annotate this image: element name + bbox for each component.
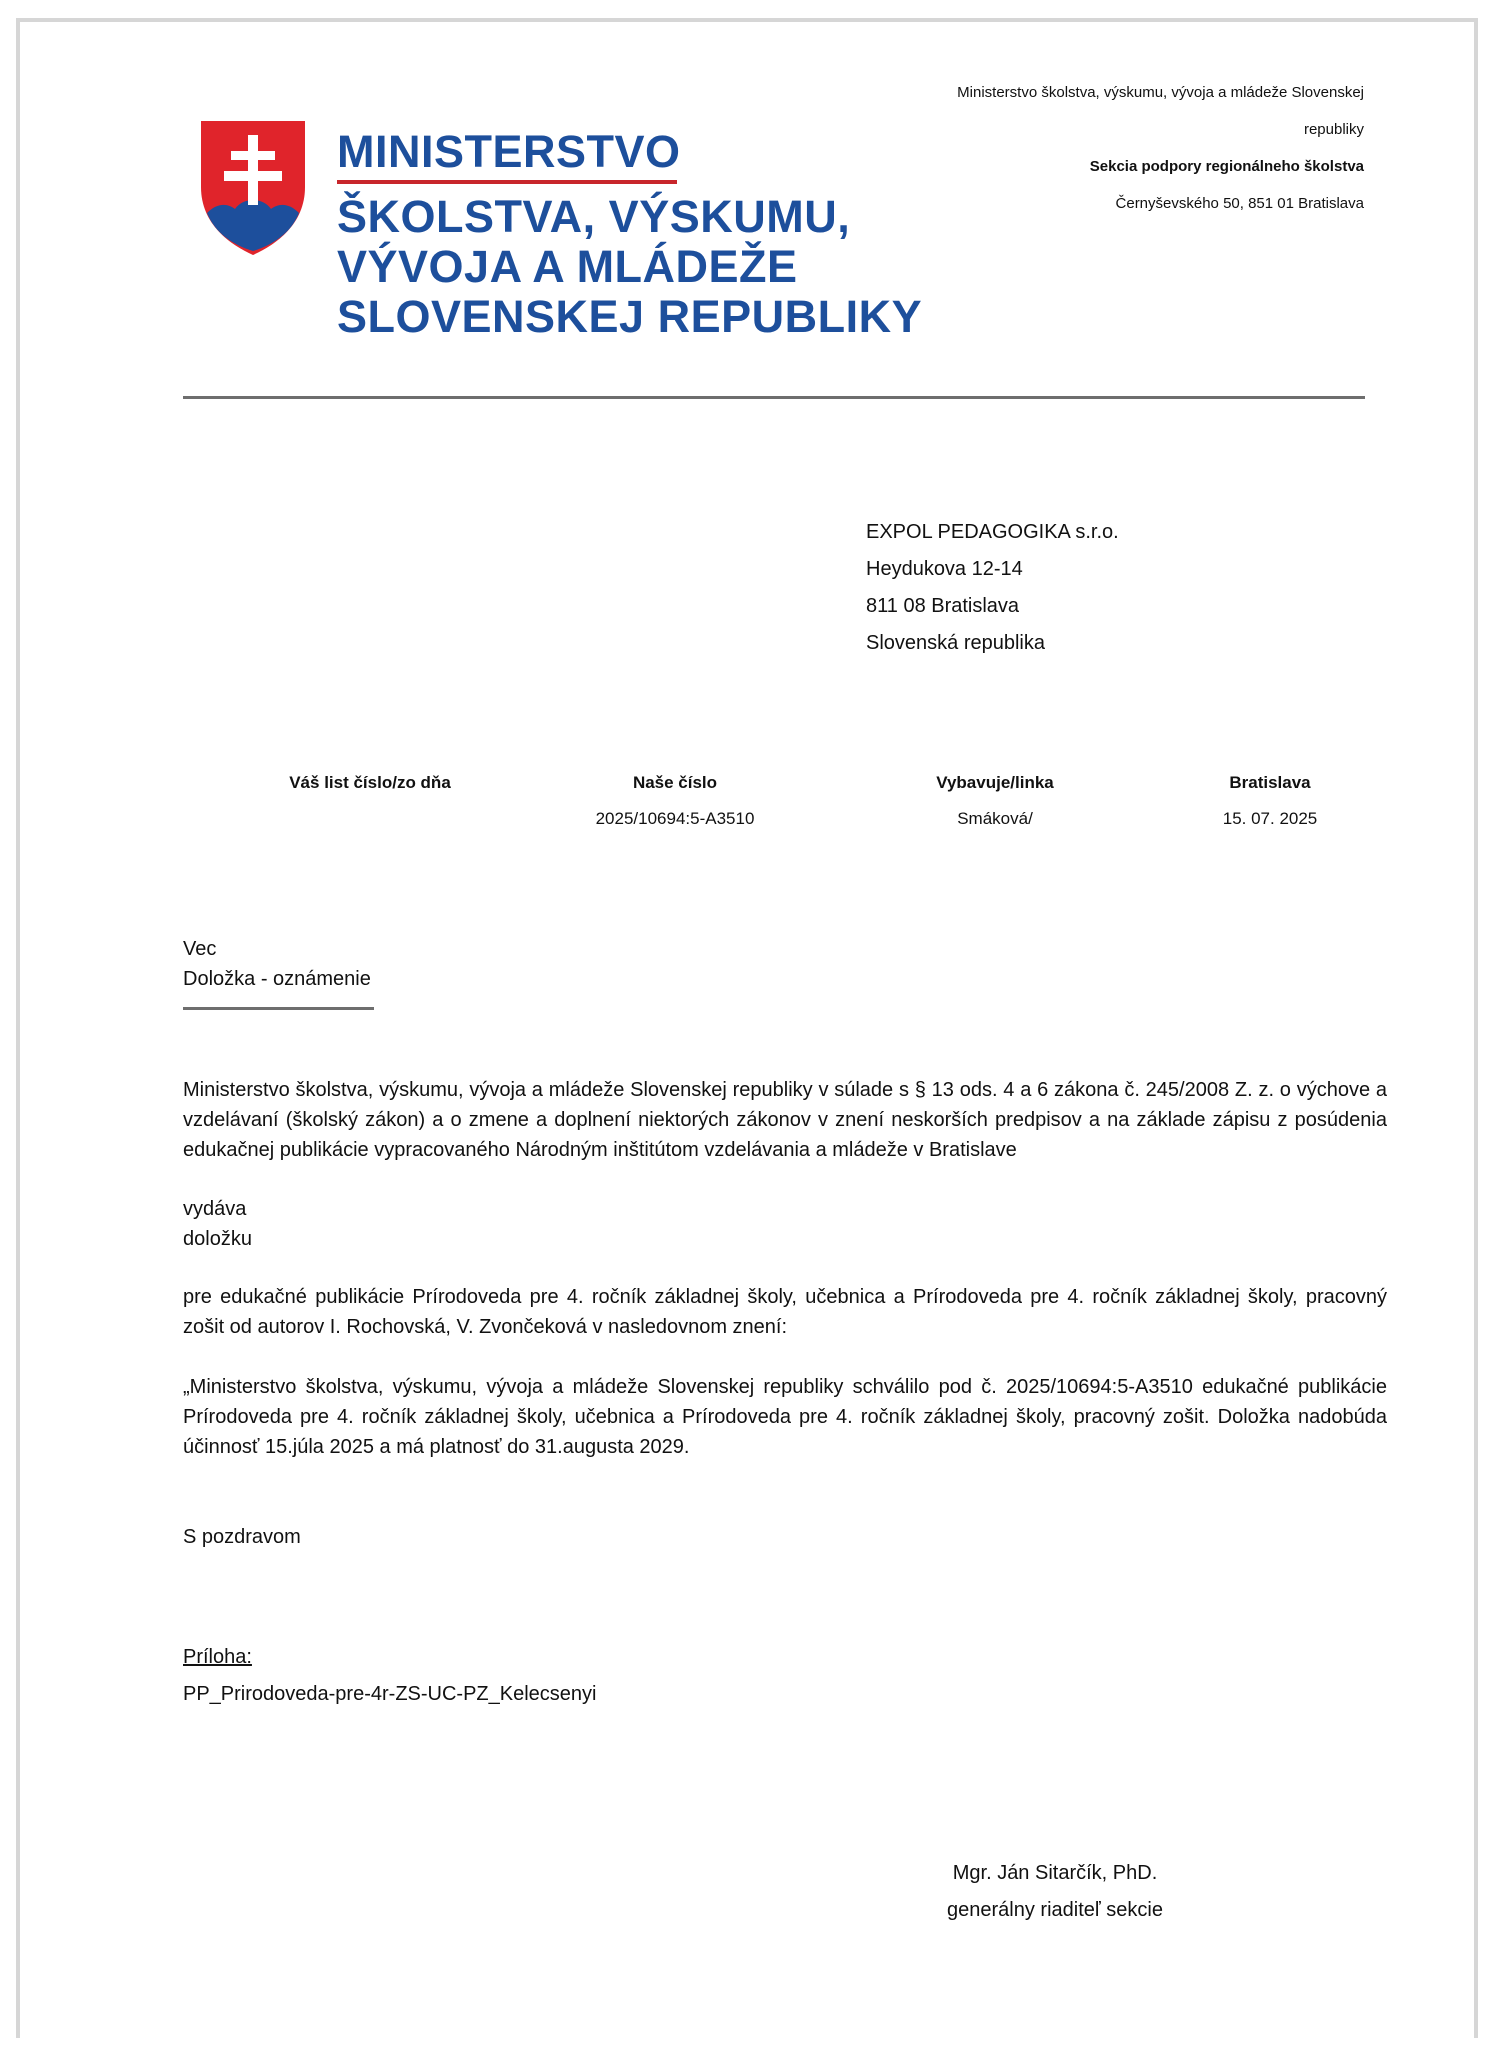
ministry-logo [197, 117, 923, 377]
ref-place-label: Bratislava [1229, 773, 1311, 792]
ref-handled-by-value: Smáková/ [957, 809, 1033, 828]
attachment-block [183, 1639, 596, 1713]
sender-street: Černyševského 50, 851 01 Bratislava [1115, 195, 1364, 212]
recipient-city: 811 08 Bratislava [866, 595, 1020, 617]
attachment-file: PP_Prirodoveda-pre-4r-ZS-UC-PZ_Kelecsenyi [183, 1683, 597, 1705]
sender-line-2: republiky [1303, 121, 1364, 138]
recipient-street: Heydukova 12-14 [866, 558, 1023, 580]
ref-our-number [535, 765, 815, 837]
ref-your-letter-label: Váš list číslo/zo dňa [289, 773, 451, 792]
body-paragraph-2 [183, 1194, 1387, 1254]
attachment-label: Príloha: [183, 1646, 252, 1668]
ref-your-letter [230, 765, 510, 801]
ref-our-number-label: Naše číslo [632, 773, 718, 792]
signatory-name: Mgr. Ján Sitarčík, PhD. [952, 1862, 1158, 1884]
closing-greeting: S pozdravom [183, 1526, 301, 1548]
logo-line-ministerstvo: MINISTERSTVO [337, 126, 681, 177]
signature-block [910, 1855, 1200, 1929]
recipient-country: Slovenská republika [866, 632, 1045, 654]
logo-line-republiky: SLOVENSKEJ REPUBLIKY [337, 291, 923, 342]
logo-line-skolstva: ŠKOLSTVA, VÝSKUMU, [337, 191, 851, 242]
sender-address [864, 74, 1364, 222]
recipient-address [866, 514, 1119, 662]
subject-underline [183, 1007, 374, 1010]
body-issues: vydáva [183, 1198, 247, 1220]
logo-line-vyvoja: VÝVOJA A MLÁDEŽE [337, 241, 798, 292]
recipient-name: EXPOL PEDAGOGIKA s.r.o. [866, 521, 1119, 543]
subject-label: Vec [183, 938, 217, 960]
ref-our-number-value: 2025/10694:5-A3510 [595, 809, 755, 828]
logo-wordmark [337, 127, 922, 342]
document-page [16, 18, 1478, 2038]
ref-handled-by [855, 765, 1135, 837]
subject-text: Doložka - oznámenie [183, 968, 371, 990]
subject-block [183, 934, 371, 994]
body-paragraph-1: Ministerstvo školstva, výskumu, vývoja a mládeže Slovenskej republiky v súlade s § 13 ods. 4 a 6 zákona č. 245/2008 Z. z. o výchove a vzdelávaní (školský zákon) a o zmene a doplnení niektorých zákonov v znení neskorších predpisov a na základe zápisu z posúdenia edukačnej publikácie vypracovaného Národným inštitútom vzdelávania a mládeže v Bratislave [183, 1079, 1387, 1161]
ref-handled-by-label: Vybavuje/linka [936, 773, 1054, 792]
slovak-coat-of-arms-icon [197, 117, 309, 257]
sender-line-1: Ministerstvo školstva, výskumu, vývoja a mládeže Slovenskej [957, 84, 1364, 101]
body-clause: doložku [183, 1228, 252, 1250]
header-divider [183, 396, 1365, 399]
body-paragraph-4: „Ministerstvo školstva, výskumu, vývoja a mládeže Slovenskej republiky schválilo pod č. 2025/10694:5-A3510 edukačné publikácie Prírodoveda pre 4. ročník základnej školy, učebnica a Prírodoveda pre 4. ročník základnej školy, pracovný zošit. Doložka nadobúda účinnosť 15.júla 2025 a má platnosť do 31.augusta 2029. [183, 1376, 1387, 1458]
ref-date [1160, 765, 1380, 837]
signatory-title: generálny riaditeľ sekcie [947, 1899, 1163, 1921]
sender-section: Sekcia podpory regionálneho školstva [1089, 158, 1364, 175]
body-paragraph-3: pre edukačné publikácie Prírodoveda pre 4. ročník základnej školy, učebnica a Prírodoveda pre 4. ročník základnej školy, pracovný zošit od autorov I. Rochovská, V. Zvončeková v nasledovnom znení: [183, 1286, 1387, 1338]
logo-red-rule [337, 180, 677, 184]
ref-date-value: 15. 07. 2025 [1222, 809, 1318, 828]
